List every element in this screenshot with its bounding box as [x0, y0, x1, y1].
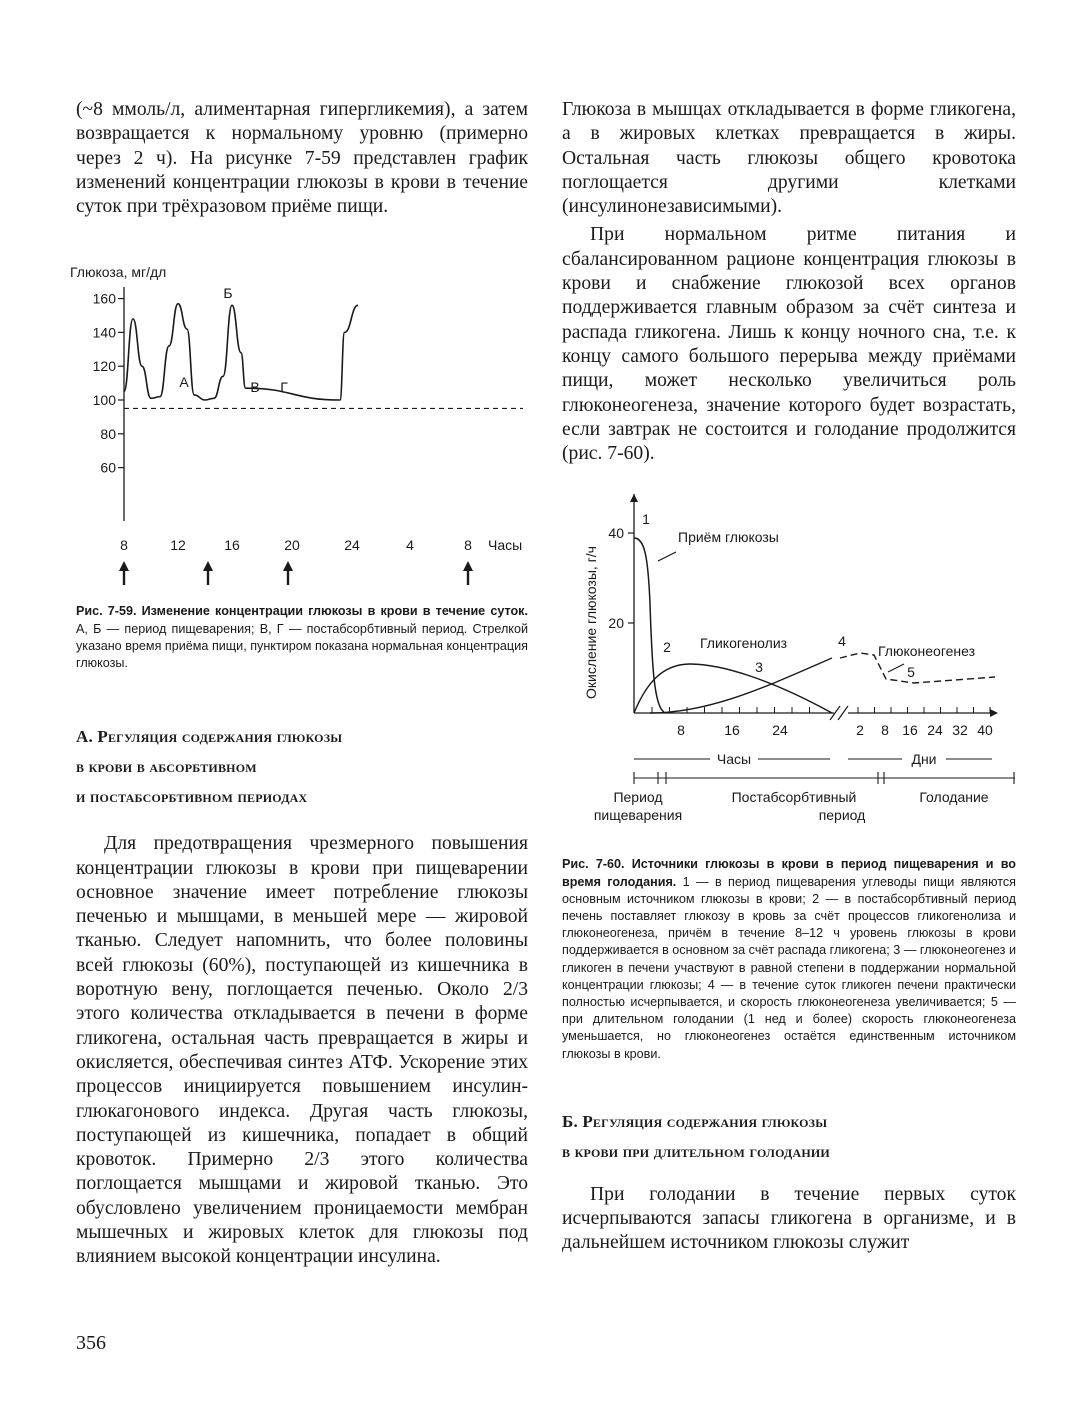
- group-label-days: Дни: [911, 751, 937, 768]
- paragraph-left-top: (~8 ммоль/л, алиментарная гипергликемия), а затем возвращается к нормальному уровню (примерно через 2 ч). На рисунке 7-59 представлен график изменений концентрации глюкозы в крови в течение суток при трёхразовом приёме пищи.: [76, 99, 528, 218]
- y-tick-label: 140: [92, 324, 116, 341]
- x-tick-label: 8: [677, 722, 685, 739]
- x-tick-label: 24: [344, 537, 360, 554]
- section-a-heading: [76, 722, 528, 812]
- curve-number: 1: [642, 511, 650, 528]
- section-b-heading: [562, 1107, 1016, 1167]
- figure-7-59-caption: [76, 603, 528, 672]
- figure-7-60-caption-text: 1 — в период пищеварения углеводы пищи являются основным источником глюкозы в крови; 2 — в постабсорбтивный период печень поставляет глюкозу в кровь за счёт процессов гликогенолиза и глюконеогенеза, причём в течение 8–12 ч уровень глюкозы в крови поддерживается в основном за счёт распада гликогена; 3 — глюконеогенез и гликоген в печени участвуют в равной степени в поддержании нормальной концентрации глюкозы; 4 — в течение суток гликоген печени практически полностью исчерпывается, и скорость глюконеогенеза увеличивается; 5 — при длительном голодании (1 нед и более) скорость глюконеогенеза уменьшается, но глюконеогенез остаётся единственным источником глюкозы в крови.: [562, 874, 1016, 1061]
- section-a-title-line3: и постабсорбтивном периодах: [76, 787, 308, 807]
- section-a-title-line1: А. Регуляция содержания глюкозы: [76, 727, 343, 747]
- page-number: 356: [76, 1332, 106, 1354]
- period-label-starvation: Голодание: [919, 789, 989, 806]
- x-tick-label: 24: [772, 722, 788, 739]
- y-axis-label: Глюкоза, мг/дл: [70, 264, 167, 281]
- y-tick-label: 100: [92, 392, 116, 409]
- period-label-postabsorptive-line2: период: [818, 807, 866, 824]
- period-label-digestion-line1: Период: [613, 789, 663, 806]
- y-tick-label: 60: [100, 460, 116, 477]
- y-axis-arrow: [630, 494, 638, 502]
- x-tick-label: 8: [881, 722, 889, 739]
- right-column: [562, 98, 1016, 1256]
- paragraph-section-a: Для предотвращения чрезмерного повышения концентрации глюкозы в крови при пищеварении основное значение имеет потребление глюкозы печенью и мышцами, в меньшей мере — жировой тканью. Следует напомнить, что более половины всей глюкозы (60%), поступающей из кишечника в воротную вену, поглощается печенью. Около 2/3 этого количества откладывается в печени в форме гликогена, остальная часть превращается в жиры и окисляется, обеспечивая синтез АТФ. Ускорение этих процессов инициируется повышением инсулин-глюкагонового индекса. Другая часть глюкозы, поступающей из кишечника, попадает в общий кровоток. Примерно 2/3 этого количества поглощается мышцами и жировой тканью. Это обусловлено увеличением проницаемости мембран мышечных и жировых клеток для глюкозы под влиянием высокой концентрации инсулина.: [76, 833, 528, 1268]
- x-tick-label: 8: [120, 537, 128, 554]
- curve-number: 3: [755, 659, 763, 676]
- x-tick-label: 2: [856, 722, 864, 739]
- glucose-oxidation-chart: [562, 494, 1016, 836]
- left-column: [70, 98, 528, 1270]
- figure-7-60: [562, 494, 1016, 836]
- paragraph-right-top: Глюкоза в мышцах откладывается в форме гликогена, а в жировых клетках превращается в жиры. Остальная часть глюкозы общего кровотока поглощается другими клетками (инсулинонезависимыми).: [562, 99, 1016, 218]
- figure-7-59: [70, 259, 528, 587]
- section-b-title-line1: Б. Регуляция содержания глюкозы: [562, 1111, 828, 1131]
- section-b-title-line2: в крови при длительном голодании: [562, 1141, 830, 1161]
- glucose-curve: [124, 304, 358, 400]
- y-tick-label: 160: [92, 291, 116, 308]
- paragraph-section-b: При голодании в течение первых суток исчерпываются запасы гликогена в организме, и в дальнейшем источником глюкозы служит: [562, 1183, 1016, 1254]
- figure-7-60-caption: [562, 856, 1016, 1062]
- figure-7-59-caption-title: Рис. 7-59. Изменение концентрации глюкозы в крови в течение суток.: [76, 604, 528, 619]
- period-label-digestion-line2: пищеварения: [593, 807, 683, 824]
- y-tick-label: 120: [92, 358, 116, 375]
- point-label: Г: [280, 379, 288, 396]
- x-tick-label: 32: [952, 722, 968, 739]
- curve-label-gluconeogenesis: Глюконеогенез: [878, 643, 976, 660]
- curve-number: 2: [663, 639, 671, 656]
- curve-number: 5: [907, 664, 915, 681]
- meal-arrow-head: [119, 561, 129, 571]
- figure-7-59-caption-text: А, Б — период пищеварения; В, Г — постабсорбтивный период. Стрелкой указано время приёма пищи, пунктиром показана нормальная концентрация глюкозы.: [76, 621, 528, 671]
- group-label-hours: Часы: [716, 751, 752, 768]
- section-a-title-line2: в крови в абсорбтивном: [76, 757, 257, 777]
- x-tick-label: 4: [406, 537, 414, 554]
- figure-7-60-caption-title: Рис. 7-60. Источники глюкозы в крови в период пищеварения и во время голодания.: [562, 857, 1016, 889]
- meal-arrow-head: [463, 561, 473, 571]
- point-label: В: [250, 379, 260, 396]
- curve-label-glycogenolysis: Гликогенолиз: [700, 635, 788, 652]
- point-label: А: [179, 374, 189, 391]
- x-tick-label: 16: [902, 722, 918, 739]
- x-axis-arrow: [990, 709, 998, 717]
- pointer-gluconeogenesis: [888, 664, 904, 672]
- period-label-postabsorptive-line1: Постабсорбтивный: [731, 789, 857, 806]
- x-tick-label: 40: [977, 722, 993, 739]
- y-tick-label: 80: [100, 426, 116, 443]
- x-tick-label: 20: [284, 537, 300, 554]
- x-tick-label: 16: [224, 537, 240, 554]
- x-tick-label: 16: [724, 722, 740, 739]
- y-tick-label: 20: [608, 615, 624, 632]
- meal-arrow-head: [203, 561, 213, 571]
- x-axis-label: Часы: [488, 537, 523, 554]
- glucose-daily-chart: [70, 259, 536, 587]
- y-axis-label: Окисление глюкозы, г/ч: [583, 546, 599, 700]
- meal-arrow-head: [283, 561, 293, 571]
- x-tick-label: 8: [464, 537, 472, 554]
- curve-number: 4: [838, 633, 846, 650]
- y-tick-label: 40: [608, 525, 624, 542]
- paragraph-right-2: При нормальном ритме питания и сбалансированном рационе концентрация глюкозы в крови и снабжение глюкозой всех органов поддерживается главным образом за счёт синтеза и распада гликогена. Лишь к концу ночного сна, т.е. к концу самого большого перерыва между приёмами пищи, может несколько увеличиться роль глюконеогенеза, значение которого будет возрастать, если завтрак не состоится и голодание продолжится (рис. 7-60).: [562, 224, 1016, 465]
- pointer-glucose-intake: [658, 552, 676, 561]
- point-label: Б: [223, 285, 233, 302]
- x-tick-label: 24: [927, 722, 943, 739]
- curve-label-glucose-intake: Приём глюкозы: [678, 529, 779, 546]
- x-tick-label: 12: [170, 537, 186, 554]
